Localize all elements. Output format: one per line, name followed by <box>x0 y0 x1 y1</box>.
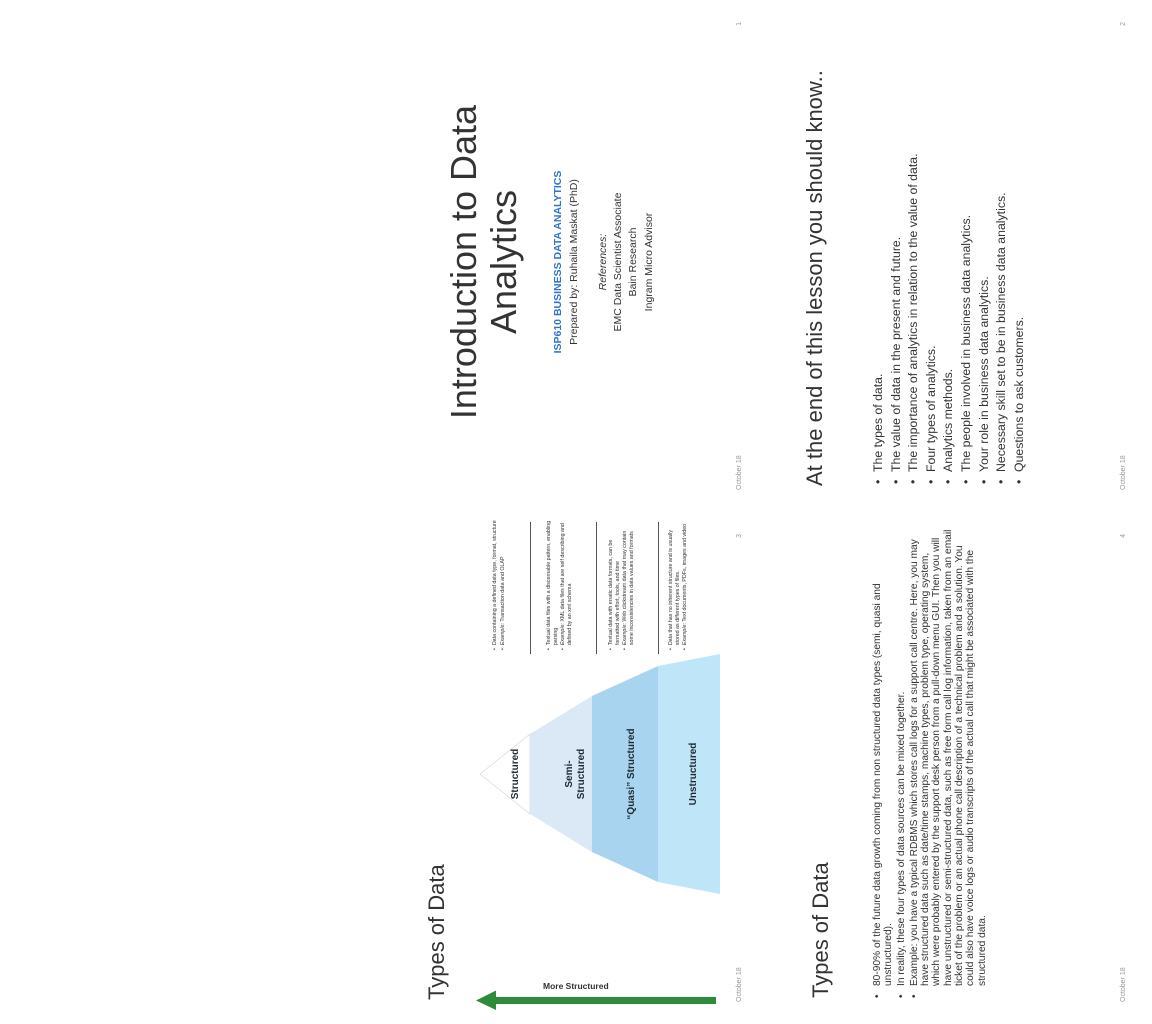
tier-label-line: Unstructured <box>688 742 699 806</box>
divider <box>530 522 531 654</box>
arrow-label: More Structured <box>543 981 609 991</box>
example-text: Text documents, PDFs, images and video <box>682 523 689 622</box>
bullet-item: • Necessary skill set to be in business data analytics. <box>993 24 1011 484</box>
bullet-item: • Questions to ask customers. <box>1011 24 1029 484</box>
bullet-item: • The types of data. <box>870 24 888 484</box>
bullet-list <box>870 24 1028 484</box>
bullet-item: • Analytics methods. <box>940 24 958 484</box>
bullet-item: • The value of data in the present and future. <box>888 24 906 484</box>
slide-title: Types of Data <box>424 864 449 1000</box>
bullet-item: • Four types of analytics. <box>923 24 941 484</box>
tier-label-line: “Quasi” Structured <box>626 728 637 820</box>
reference-item: EMC Data Scientist Associate <box>612 192 625 332</box>
description-text: Textual data with erratic data formats, can be formatted with effort, tools, and time <box>608 539 621 646</box>
slide-title: At the end of this lesson you should know.. <box>802 70 827 486</box>
description-structured: • Data containing a defined data type, format, structure • Example: Transaction data and OLAP <box>492 520 506 650</box>
example-label: Example: <box>499 623 506 646</box>
divider <box>596 522 597 654</box>
divider <box>658 522 659 654</box>
slide-title: Types of Data <box>808 862 833 998</box>
bullet-item: • Example: you have a typical RDBMS which stores call logs for a support call centre. Here, you may have structured data such as date/time stamps, machine types, problem type, operating system, which were probably entered by the support desk person from a pull-down menu GUI. Then you will have unstructured or semi-structured data, such as free form call log information, taken from an email ticket of the problem or an actual phone call description of a technical problem and a solution. You could also have voice logs or audio transcripts of the actual call that might be associated with the structured data. <box>909 524 988 998</box>
footer-date: October 18 <box>1120 455 1127 490</box>
reference-item: Bain Research <box>627 227 640 297</box>
bullet-item: • Your role in business data analytics. <box>976 24 994 484</box>
slide-3 <box>384 512 768 1024</box>
example-label: Example: <box>560 623 567 646</box>
tier-label <box>626 709 637 839</box>
example-text: Transaction data and OLAP <box>499 556 506 622</box>
example-label: Example: <box>682 623 689 646</box>
page-number: 3 <box>736 534 743 538</box>
description-unstructured: • Data that has no inherent structure and is usually stored as different types of files. • Example: Text documents, PDFs, images and video <box>668 520 690 650</box>
page-number: 1 <box>736 22 743 26</box>
tier-label <box>564 734 587 814</box>
footer-date: October 18 <box>736 455 743 490</box>
description-text: Textual data files with a discernable pattern, enabling parsing <box>546 520 559 646</box>
arrow-shaft <box>494 997 716 1004</box>
arrow-head <box>476 991 496 1011</box>
references-label: References: <box>597 233 609 291</box>
title-line: Analytics <box>483 189 525 335</box>
bullet-list <box>872 524 989 998</box>
description-text: Data containing a defined data type, format, structure <box>492 520 498 646</box>
page-number: 2 <box>1120 22 1127 26</box>
tier-label-line: Structured <box>510 748 521 800</box>
more-structured-arrow <box>476 900 726 1010</box>
description-text: Data that has no inherent structure and is usually stored as different types of files. <box>668 530 681 646</box>
tier-label <box>688 719 699 829</box>
prepared-by: Prepared by: Ruhaila Maskat (PhD) <box>568 179 580 345</box>
tier-structured <box>480 734 530 814</box>
bullet-item: • The people involved in business data analytics. <box>958 24 976 484</box>
reference-item: Ingram Micro Advisor <box>642 212 655 312</box>
description-semi-structured: • Textual data files with a discernable pattern, enabling parsing • Example: XML data files that are self describing and defined by an xml schema <box>546 520 573 650</box>
description-quasi-structured: • Textual data with erratic data formats, can be formatted with effort, tools, and time • Example: Web clickstream data that may contain some inconsistencies in data values and formats <box>608 520 636 650</box>
bullet-item: • The importance of analytics in relation to the value of data. <box>905 24 923 484</box>
slide-4 <box>768 512 1152 1024</box>
example-text: XML data files that are self describing and defined by an xml schema <box>560 523 573 646</box>
slide-title <box>444 52 525 472</box>
slide-2 <box>768 0 1152 512</box>
title-line: Introduction to Data <box>443 104 484 420</box>
footer-date: October 18 <box>1120 967 1127 1002</box>
course-code: ISP610 BUSINESS DATA ANALYTICS <box>552 170 564 354</box>
tier-label-line: Semi- <box>564 760 575 788</box>
example-text: Web clickstream data that may contain some inconsistencies in data values and formats <box>622 530 635 646</box>
tier-quasi-structured <box>592 666 658 882</box>
page-number: 4 <box>1120 534 1127 538</box>
slide-1 <box>384 0 768 512</box>
tier-label <box>510 734 521 814</box>
references <box>596 52 657 472</box>
footer-date: October 18 <box>736 967 743 1002</box>
tier-label-line: Structured <box>575 748 587 800</box>
example-label: Example: <box>622 623 629 646</box>
bullet-item: • In reality, these four types of data sources can be mixed together. <box>896 524 907 998</box>
bullet-item: • 80-90% of the future data growth coming from non structured data types (semi, quasi and unstructured). <box>872 524 895 998</box>
